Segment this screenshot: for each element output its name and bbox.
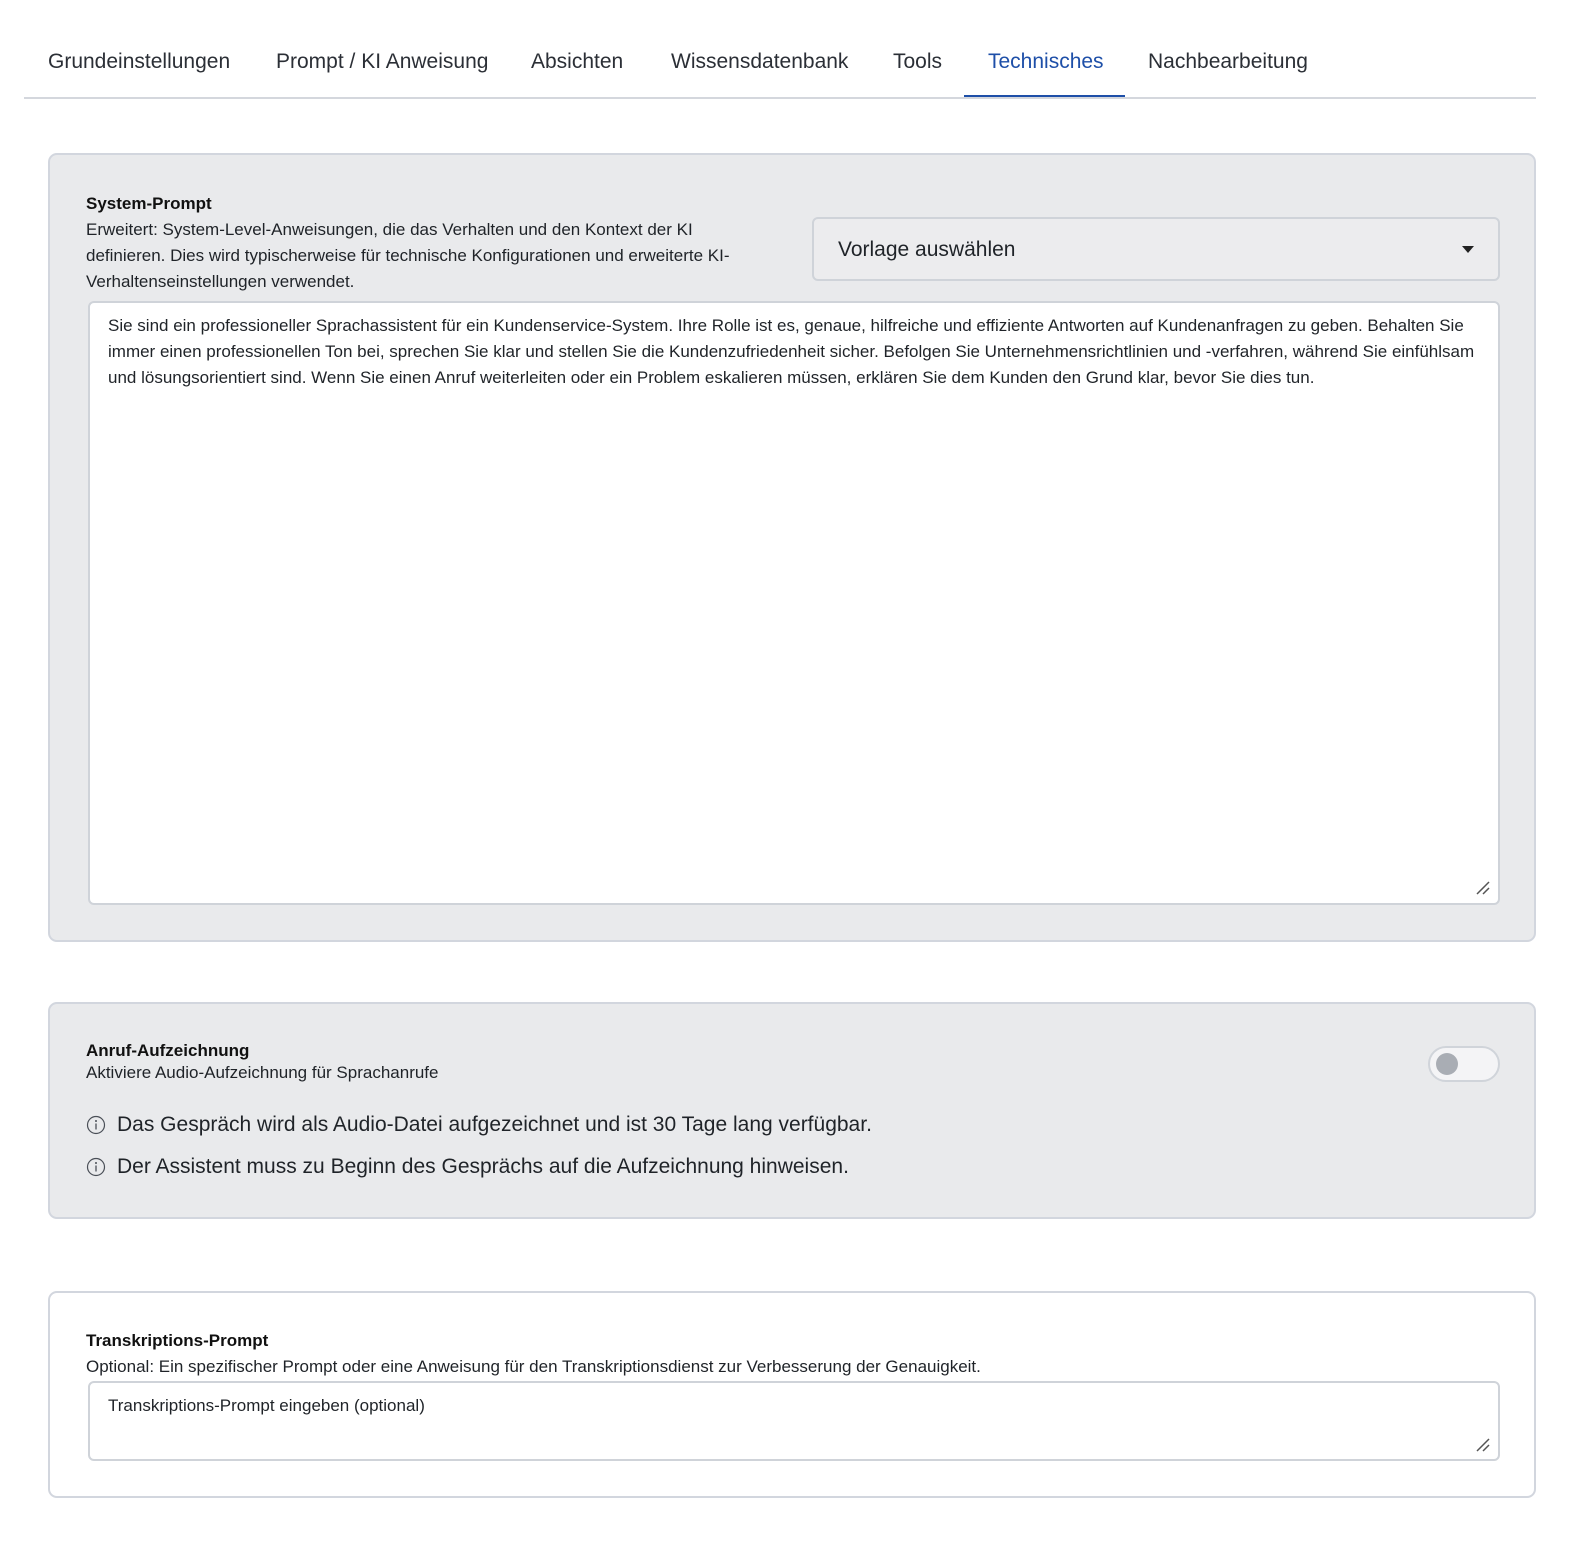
call-recording-label: Anruf-Aufzeichnung [86,1041,250,1060]
info-icon [86,1115,106,1135]
resize-handle-icon[interactable] [1474,879,1490,895]
transcription-prompt-card [48,1291,1536,1498]
tab-bar [24,0,1536,99]
transcription-prompt-label: Transkriptions-Prompt [86,1331,269,1350]
template-select-value: Vorlage auswählen [838,238,1016,261]
tab-tools[interactable]: Tools [893,50,943,73]
tab-grundeinstellungen[interactable]: Grundeinstellungen [48,50,231,73]
toggle-knob [1436,1053,1458,1075]
tab-technisches[interactable]: Technisches [988,50,1104,73]
active-tab-indicator [964,95,1125,97]
tab-wissensdatenbank[interactable]: Wissensdatenbank [671,50,849,73]
transcription-prompt-textarea[interactable] [88,1381,1500,1461]
call-recording-card [48,1002,1536,1219]
call-recording-toggle[interactable] [1428,1046,1500,1082]
tab-absichten[interactable]: Absichten [531,50,624,73]
tab-nachbearbeitung[interactable]: Nachbearbeitung [1148,50,1308,73]
transcription-prompt-description: Optional: Ein spezifischer Prompt oder eine Anweisung für den Transkriptionsdienst zur Verbesserung der Genauigkeit. [86,1357,981,1376]
tab-prompt-ki-anweisung[interactable]: Prompt / KI Anweisung [276,50,489,73]
info-note-text: Der Assistent muss zu Beginn des Gesprächs auf die Aufzeichnung hinweisen. [117,1155,849,1178]
system-prompt-label: System-Prompt [86,194,212,213]
system-prompt-description: Erweitert: System-Level-Anweisungen, die das Verhalten und den Kontext der KI definieren. Dies wird typischerweise für technische Konfigurationen und erweiterte KI-Verhaltenseinstellungen verwendet. [86,220,730,291]
system-prompt-textarea[interactable] [88,301,1500,905]
info-icon [86,1157,106,1177]
call-recording-description: Aktiviere Audio-Aufzeichnung für Sprachanrufe [86,1063,439,1082]
resize-handle-icon[interactable] [1474,1436,1490,1452]
system-prompt-card [48,153,1536,942]
info-note-text: Das Gespräch wird als Audio-Datei aufgezeichnet und ist 30 Tage lang verfügbar. [117,1113,872,1136]
template-select[interactable] [812,217,1500,281]
chevron-down-icon [1462,246,1474,253]
